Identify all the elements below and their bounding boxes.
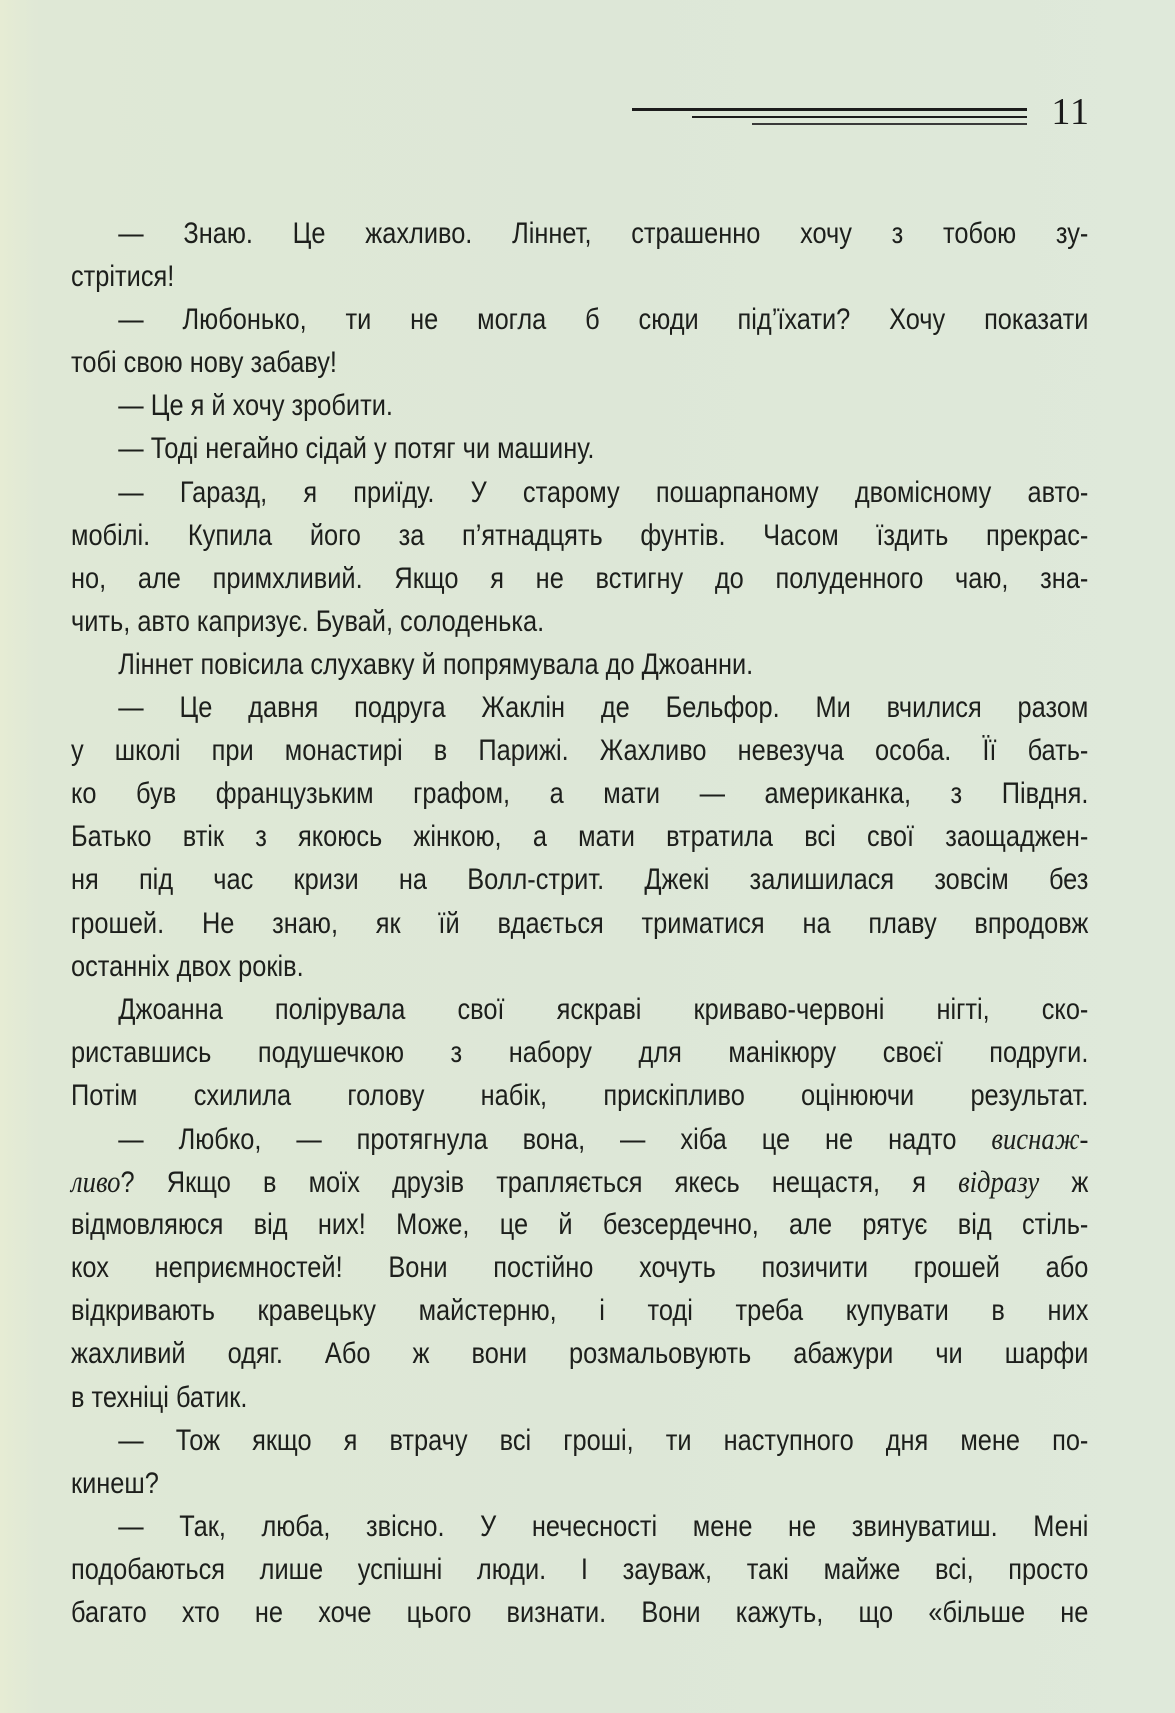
line-text: кинеш?	[71, 1466, 159, 1500]
text-line	[71, 255, 1088, 298]
line-text: — Тож якщо я втрачу всі гроші, ти наступного дня мене по-	[118, 1423, 1089, 1457]
line-text: грошей. Не знаю, як їй вдається триматися на плаву впродовж	[71, 906, 1089, 940]
text-line	[71, 902, 1088, 945]
line-text: в техніці батик.	[71, 1380, 248, 1414]
line-text: Ліннет повісила слухавку й попрямувала до Джоанни.	[118, 647, 754, 681]
text-line	[71, 471, 1088, 514]
text-line	[71, 1505, 1088, 1548]
text-line	[71, 772, 1088, 815]
italic-text: виснаж-	[991, 1120, 1089, 1156]
line-text: Батько втік з якоюсь жінкою, а мати втратила всі свої заощаджен-	[71, 820, 1089, 854]
text-line	[71, 1160, 1088, 1203]
line-text: останніх двох років.	[71, 949, 304, 983]
text-line	[71, 729, 1088, 772]
italic-text: ливо	[71, 1164, 121, 1200]
text-line	[71, 557, 1088, 600]
text-line	[71, 945, 1088, 988]
text-line	[71, 988, 1088, 1031]
line-text: — Тоді негайно сідай у потяг чи машину.	[118, 432, 595, 466]
body-text	[71, 212, 1088, 1634]
text-line	[71, 858, 1088, 901]
line-text: відмовляюся від них! Може, це й безсердечно, але рятує від стіль-	[71, 1208, 1089, 1242]
line-text: мобілі. Купила його за п’ятнадцять фунтів. Часом їздить прекрас-	[71, 518, 1089, 552]
line-text: подобаються лише успішні люди. І зауваж, такі майже всі, просто	[71, 1552, 1089, 1586]
text-line	[71, 1117, 1088, 1160]
line-text: ж	[1039, 1166, 1089, 1200]
text-line	[71, 1246, 1088, 1289]
text-line	[71, 384, 1088, 427]
text-line	[71, 600, 1088, 643]
line-text: — Гаразд, я приїду. У старому пошарпаному двомісному авто-	[118, 475, 1089, 509]
text-line	[71, 1074, 1088, 1117]
line-text: — Це давня подруга Жаклін де Бельфор. Ми вчилися разом	[118, 691, 1089, 725]
header-rule-top	[632, 108, 1027, 111]
text-line	[71, 815, 1088, 858]
header-rule-bottom	[752, 123, 1027, 125]
line-text: — Так, люба, звісно. У нечесності мене не звинуватиш. Мені	[118, 1509, 1089, 1543]
line-text: тобі свою нову забаву!	[71, 346, 337, 380]
text-line	[71, 212, 1088, 255]
running-header	[570, 92, 1090, 152]
line-text: стрітися!	[71, 260, 175, 294]
text-line	[71, 1548, 1088, 1591]
text-line	[71, 1203, 1088, 1246]
text-line	[71, 1419, 1088, 1462]
line-text: багато хто не хоче цього визнати. Вони кажуть, що «більше не	[71, 1596, 1089, 1629]
line-text: ня під час кризи на Волл-стрит. Джекі залишилася зовсім без	[71, 863, 1089, 897]
line-text: Джоанна полірувала свої яскраві криваво-червоні нігті, ско-	[118, 992, 1089, 1026]
text-line	[71, 427, 1088, 470]
text-line	[71, 686, 1088, 729]
header-rule-middle	[692, 116, 1027, 118]
text-line	[71, 1332, 1088, 1375]
line-text: у школі при монастирі в Парижі. Жахливо невезуча особа. Її бать-	[71, 734, 1089, 768]
italic-text: відразу	[958, 1164, 1040, 1200]
text-line	[71, 1376, 1088, 1419]
line-text: — Це я й хочу зробити.	[118, 389, 393, 423]
text-line	[71, 1289, 1088, 1332]
text-line	[71, 643, 1088, 686]
text-line	[71, 341, 1088, 384]
text-line	[71, 1031, 1088, 1074]
line-text: відкривають кравецьку майстерню, і тоді треба купувати в них	[71, 1294, 1089, 1328]
text-line	[71, 1462, 1088, 1505]
line-text: ко був французьким графом, а мати — американка, з Півдня.	[71, 777, 1089, 811]
line-text: риставшись подушечкою з набору для манікюру своєї подруги.	[71, 1035, 1089, 1069]
line-text: жахливий одяг. Або ж вони розмальовують абажури чи шарфи	[71, 1337, 1089, 1371]
line-text: ? Якщо в моїх друзів трапляється якесь нещастя, я	[120, 1166, 959, 1200]
line-text: — Любко, — протягнула вона, — хіба це не надто	[118, 1122, 992, 1156]
page-number: 11	[1051, 91, 1090, 133]
text-line	[71, 298, 1088, 341]
text-line	[71, 514, 1088, 557]
line-text: кох неприємностей! Вони постійно хочуть позичити грошей або	[71, 1251, 1089, 1285]
line-text: Потім схилила голову набік, прискіпливо оцінюючи результат.	[71, 1078, 1089, 1112]
line-text: но, але примхливий. Якщо я не встигну до полуденного чаю, зна-	[71, 561, 1089, 595]
text-line	[71, 1591, 1088, 1634]
line-text: — Любонько, ти не могла б сюди під’їхати? Хочу показати	[118, 303, 1089, 337]
line-text: чить, авто капризує. Бувай, солоденька.	[71, 604, 545, 638]
line-text: — Знаю. Це жахливо. Ліннет, страшенно хочу з тобою зу-	[118, 217, 1089, 250]
